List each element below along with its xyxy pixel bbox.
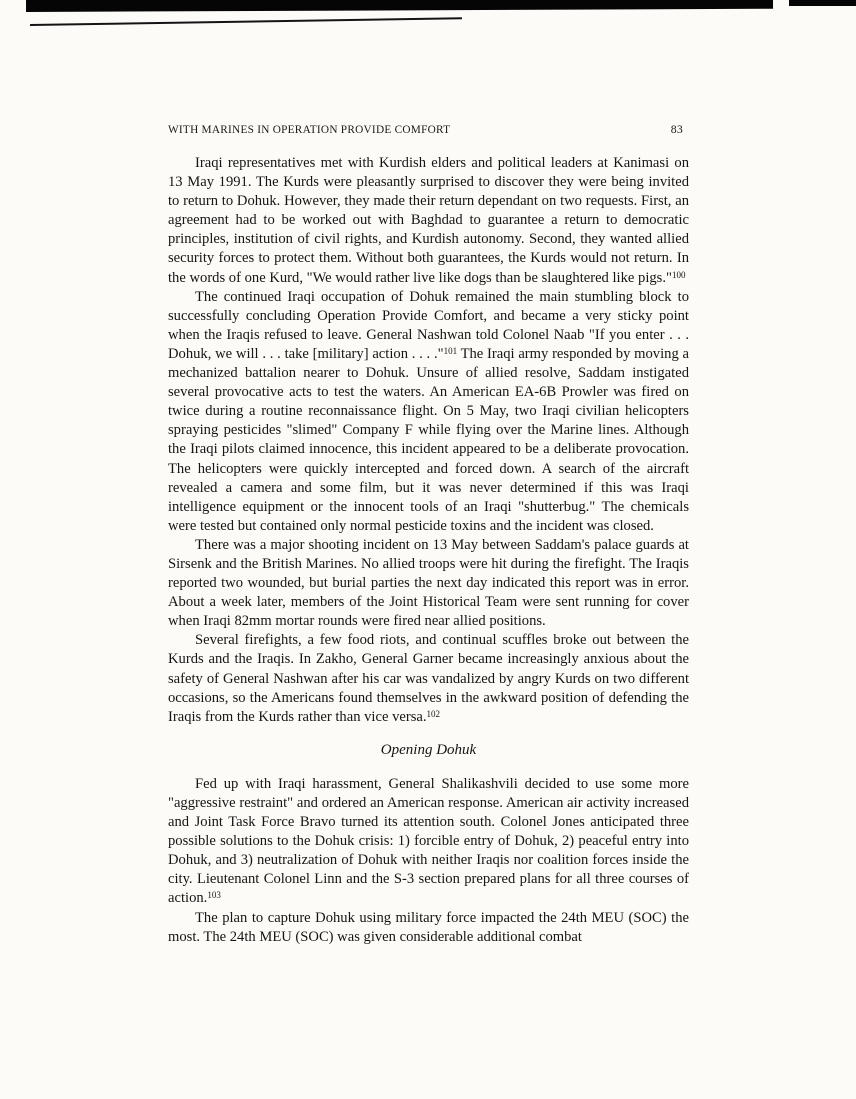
footnote-reference: 100 [671,269,686,280]
paragraph: There was a major shooting incident on 13 May between Saddam's palace guards at Sirsenk and the British Marines. No allied troops were hit during the firefight. The Iraqis reported two wounded, but burial parties the next day indicated this report was in error. About a week later, members of the Joint Historical Team were sent running for cover when Iraqi 82mm mortar rounds were fired near allied positions. [168,536,689,630]
paragraph: The continued Iraqi occupation of Dohuk remained the main stumbling block to successfully concluding Operation Provide Comfort, and became a very sticky point when the Iraqis refused to leave. General Nashwan told Colonel Naab "If you enter . . . Dohuk, we will . . . take [military] action . . . ."$^{101}$ The Iraqi army responded by moving a mechanized battalion nearer to Dohuk. Unsure of allied resolve, Saddam instigated several provocative acts to test the waters. An American EA-6B Prowler was fired on twice during a routine reconnaissance flight. On 5 May, two Iraqi civilian helicopters spraying pesticides "slimed" Company F while flying over the Marine lines. Although the Iraqi pilots claimed innocence, this incident appeared to be a deliberate provocation. The helicopters were quickly intercepted and forced down. A search of the aircraft revealed a camera and some film, but it was never determined if this was Iraqi intelligence equipment or the innocent tools of an Iraqi "shutterbug." The chemicals were tested but contained only normal pesticide toxins and the incident was closed. [168,288,689,534]
paragraph: Several firefights, a few food riots, and continual scuffles broke out between the Kurds and the Iraqis. In Zakho, General Garner became increasingly anxious about the safety of General Nashwan after his car was vandalized by angry Kurds on two different occasions, so the Americans found themselves in the awkward position of defending the Iraqis from the Kurds rather than vice versa.$^{102}$ [168,632,689,725]
footnote-reference: 102 [426,708,441,719]
scan-artifact-top-bar [26,0,773,12]
paragraph: Fed up with Iraqi harassment, General Shalikashvili decided to use some more "aggressive restraint" and ordered an American response. American air activity increased and Joint Task Force Bravo turned its attention south. Colonel Jones anticipated three possible solutions to the Dohuk crisis: 1) forcible entry of Dohuk, 2) peaceful entry into Dohuk, and 3) neutralization of Dohuk with neither Iraqis nor coalition forces inside the city. Lieutenant Colonel Linn and the S-3 section prepared plans for all three courses of action.$^{103}$ [168,775,689,907]
page-number: 83 [670,122,683,136]
section-heading: Opening Dohuk [380,741,477,758]
scan-artifact-thin-line [30,17,462,26]
running-header [168,122,689,137]
running-title: WITH MARINES IN OPERATION PROVIDE COMFORT [168,124,451,136]
paragraph: The plan to capture Dohuk using military force impacted the 24th MEU (SOC) the most. The 24th MEU (SOC) was given considerable additional combat [168,909,689,945]
page-body [168,154,689,947]
page-content [168,122,689,947]
footnote-reference: 103 [207,890,221,901]
footnote-reference: 101 [443,345,458,356]
scan-artifact-corner-mark [789,0,856,6]
paragraph: Iraqi representatives met with Kurdish elders and political leaders at Kanimasi on 13 May 1991. The Kurds were pleasantly surprised to discover they were being invited to return to Dohuk. However, they made their return dependant on two requests. First, an agreement had to be worked out with Baghdad to guarantee a return to democratic principles, institution of civil rights, and Kurdish autonomy. Second, they wanted allied security forces to protect them. Without both guarantees, the Kurds would not return. In the words of one Kurd, "We would rather live like dogs than be slaughtered like pigs."$^{100}$ [168,155,689,286]
